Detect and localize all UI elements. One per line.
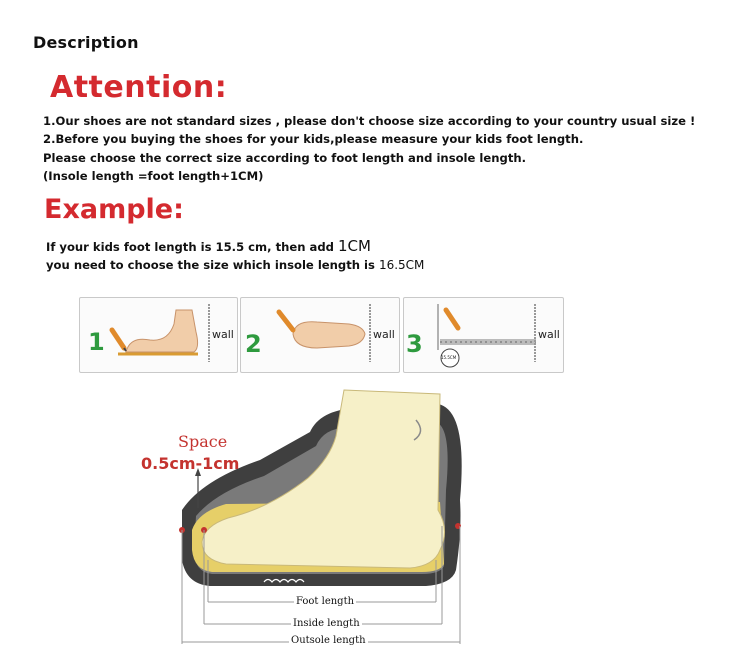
step-number-2: 2 xyxy=(245,330,262,358)
attention-line-2: 2.Before you buying the shoes for your kids,please measure your kids foot length. xyxy=(43,132,584,146)
description-title: Description xyxy=(33,33,139,52)
step-panel-2 xyxy=(240,297,400,373)
example-line-2-text: you need to choose the size which insole length is xyxy=(46,258,379,272)
example-line-1-text: If your kids foot length is 15.5 cm, then add xyxy=(46,240,338,254)
space-value: 0.5cm-1cm xyxy=(141,454,240,473)
attention-line-3: Please choose the correct size according to foot length and insole length. xyxy=(43,151,527,165)
measure-tag: 15.5CM xyxy=(441,355,457,360)
step-number-3: 3 xyxy=(406,330,423,358)
wall-label-3: wall xyxy=(538,328,560,341)
outsole-length-label: Outsole length xyxy=(291,635,366,646)
foot-side-icon xyxy=(108,302,208,364)
wall-label-2: wall xyxy=(373,328,395,341)
example-line-1 xyxy=(46,237,371,255)
example-add-value: 1CM xyxy=(337,237,371,255)
step-panel-3 xyxy=(403,297,564,373)
example-heading: Example: xyxy=(44,194,184,225)
attention-heading: Attention: xyxy=(50,70,228,105)
foot-top-icon xyxy=(271,304,371,360)
inside-length-label: Inside length xyxy=(293,618,360,629)
step-number-1: 1 xyxy=(88,328,105,356)
step-panel-1 xyxy=(79,297,238,373)
attention-line-4: (Insole length =foot length+1CM) xyxy=(43,169,264,183)
foot-length-label: Foot length xyxy=(296,596,355,607)
example-line-2 xyxy=(46,258,424,272)
example-insole-value: 16.5CM xyxy=(378,258,425,272)
space-label: Space xyxy=(178,432,228,451)
wall-label-1: wall xyxy=(212,328,234,341)
attention-line-1: 1.Our shoes are not standard sizes , please don't choose size according to your country usual size ! xyxy=(43,114,696,128)
